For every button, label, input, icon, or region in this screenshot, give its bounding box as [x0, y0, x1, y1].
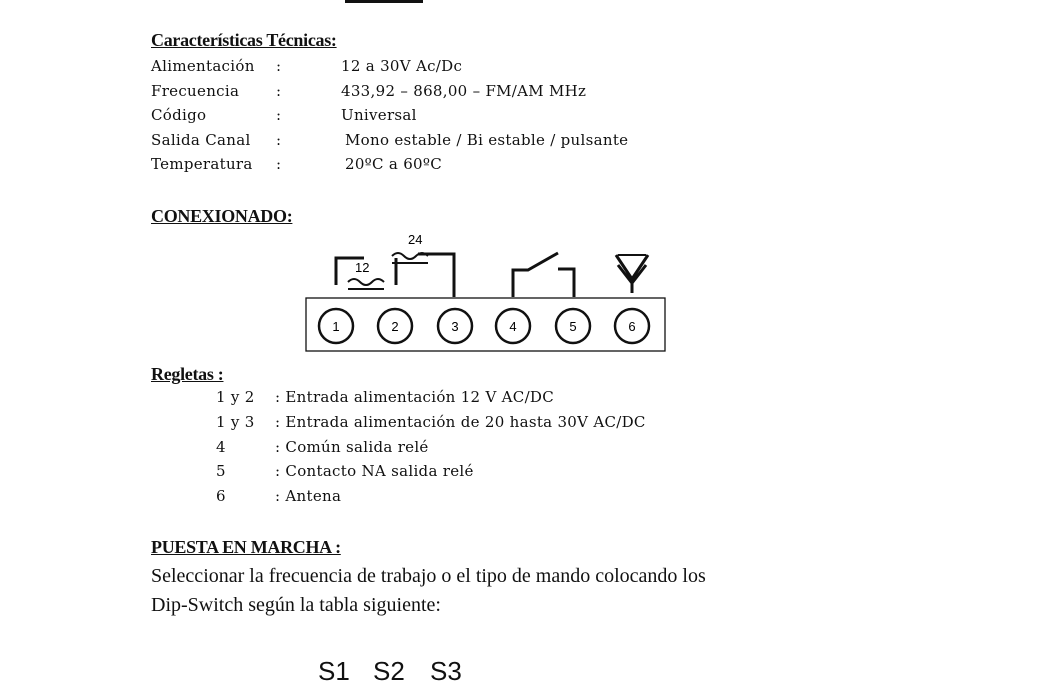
- relay-contact-icon: [513, 253, 558, 297]
- spec-label-alimentacion: Alimentación: [151, 57, 255, 75]
- regleta-desc: : Común salida relé: [275, 438, 429, 456]
- terminal-1-label: 1: [332, 319, 340, 334]
- terminal-3: [438, 309, 472, 343]
- regleta-term: 5: [216, 462, 226, 480]
- label-12: 12: [355, 260, 370, 275]
- ac-12-wave-icon: [348, 279, 384, 285]
- terminal-1: [319, 309, 353, 343]
- label-24: 24: [408, 232, 423, 247]
- spec-sep: :: [276, 82, 282, 100]
- regleta-desc: : Antena: [275, 487, 342, 505]
- wiring-diagram: [300, 225, 672, 357]
- regleta-desc: : Entrada alimentación de 20 hasta 30V AC/DC: [275, 413, 646, 431]
- terminal-5-label: 5: [569, 319, 577, 334]
- terminal-6-label: 6: [628, 319, 636, 334]
- specs-heading: Características Técnicas:: [151, 30, 337, 50]
- terminal-2: [378, 309, 412, 343]
- supply-24-bracket: [418, 254, 454, 297]
- regletas-heading: Regletas :: [151, 364, 224, 384]
- spec-value-codigo: Universal: [341, 106, 417, 124]
- spec-label-temperatura: Temperatura: [151, 155, 253, 173]
- regleta-desc: : Entrada alimentación 12 V AC/DC: [275, 388, 555, 406]
- spec-label-frecuencia: Frecuencia: [151, 82, 240, 100]
- regleta-desc: : Contacto NA salida relé: [275, 462, 474, 480]
- terminal-4: [496, 309, 530, 343]
- spec-value-alimentacion: 12 a 30V Ac/Dc: [341, 57, 463, 75]
- terminal-2-label: 2: [391, 319, 399, 334]
- spec-sep: :: [276, 155, 282, 173]
- puesta-heading: PUESTA EN MARCHA :: [151, 537, 341, 557]
- puesta-line-1: Seleccionar la frecuencia de trabajo o el tipo de mando colocando los: [151, 565, 706, 587]
- top-rule: [345, 0, 423, 3]
- relay-contact-terminal: [558, 269, 574, 297]
- spec-value-temperatura: 20ºC a 60ºC: [345, 155, 443, 173]
- spec-value-frecuencia: 433,92 – 868,00 – FM/AM MHz: [341, 82, 587, 100]
- regleta-term: 1 y 2: [216, 388, 255, 406]
- terminal-5: [556, 309, 590, 343]
- dip-table-header-s1: S1: [318, 656, 350, 686]
- spec-value-salida: Mono estable / Bi estable / pulsante: [345, 131, 629, 149]
- terminal-6: [615, 309, 649, 343]
- spec-sep: :: [276, 106, 282, 124]
- regleta-term: 4: [216, 438, 226, 456]
- regleta-term: 1 y 3: [216, 413, 255, 431]
- spec-label-codigo: Código: [151, 106, 207, 124]
- regleta-term: 6: [216, 487, 226, 505]
- dip-table-header-s3: S3: [430, 656, 462, 686]
- dip-table-header-s2: S2: [373, 656, 405, 686]
- conexionado-heading: CONEXIONADO:: [151, 206, 293, 226]
- spec-label-salida: Salida Canal: [151, 131, 251, 149]
- spec-sep: :: [276, 131, 282, 149]
- spec-sep: :: [276, 57, 282, 75]
- puesta-line-2: Dip-Switch según la tabla siguiente:: [151, 594, 441, 616]
- terminal-3-label: 3: [451, 319, 459, 334]
- terminal-4-label: 4: [509, 319, 517, 334]
- terminal-block: [306, 298, 665, 351]
- antenna-icon: [616, 255, 648, 293]
